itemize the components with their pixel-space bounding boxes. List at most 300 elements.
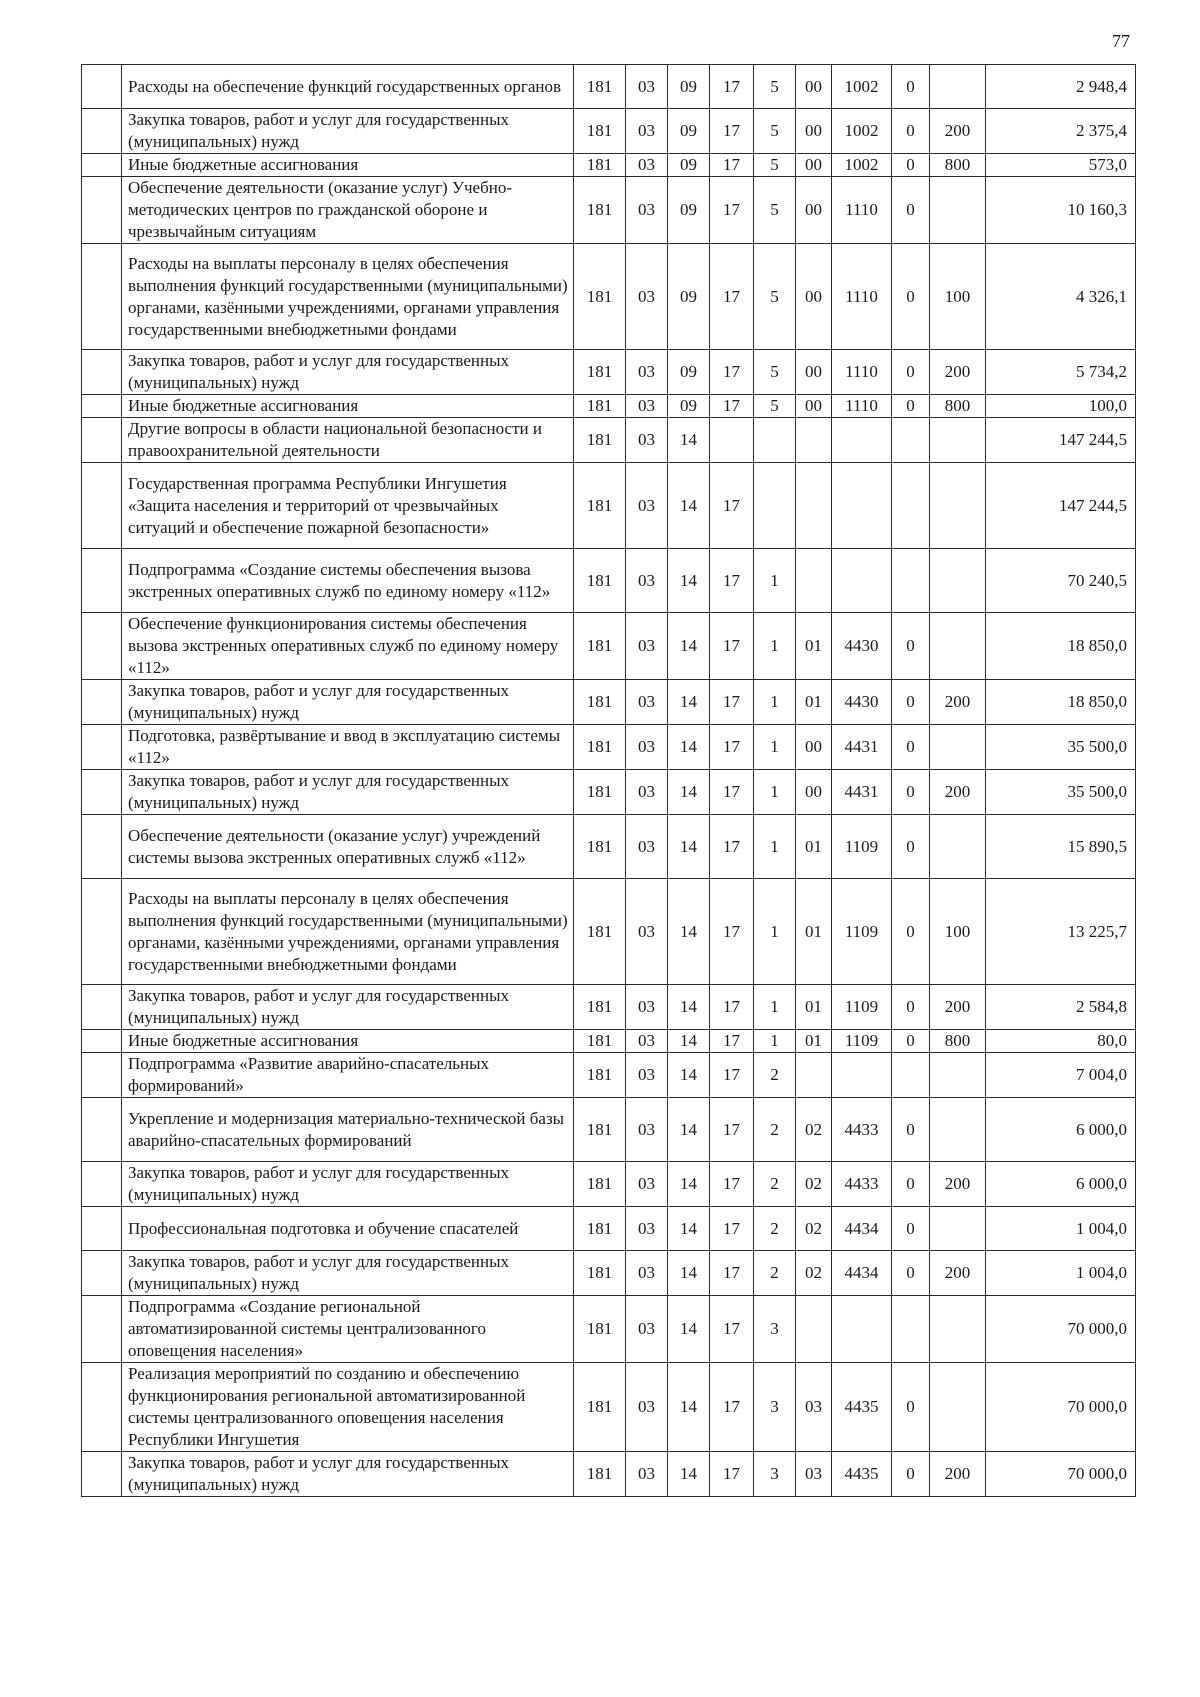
table-row — [82, 1207, 1136, 1251]
code-direction: 1109 — [832, 1030, 892, 1053]
code-program: 17 — [710, 65, 754, 109]
code-vr: 200 — [930, 770, 986, 815]
item-name: Расходы на выплаты персоналу в целях обеспечения выполнения функций государственными (муниципальными) органами, казёнными учреждениями, органами управления государственными внебюджетными фондами — [122, 879, 574, 985]
code-subprogram: 3 — [754, 1363, 796, 1452]
table-row — [82, 1030, 1136, 1053]
row-number-cell — [82, 1207, 122, 1251]
code-subprogram: 2 — [754, 1162, 796, 1207]
code-section: 03 — [626, 985, 668, 1030]
code-direction: 1110 — [832, 350, 892, 395]
row-number-cell — [82, 879, 122, 985]
row-number-cell — [82, 65, 122, 109]
code-vr — [930, 1207, 986, 1251]
code-sub: 0 — [892, 879, 930, 985]
row-number-cell — [82, 549, 122, 613]
amount: 70 000,0 — [986, 1452, 1136, 1497]
code-vr — [930, 418, 986, 463]
table-row — [82, 177, 1136, 244]
code-admin: 181 — [574, 1053, 626, 1098]
code-vr: 800 — [930, 154, 986, 177]
code-sub: 0 — [892, 244, 930, 350]
code-direction: 1002 — [832, 154, 892, 177]
code-admin: 181 — [574, 680, 626, 725]
code-subprogram: 5 — [754, 177, 796, 244]
code-vr: 200 — [930, 109, 986, 154]
item-name: Другие вопросы в области национальной безопасности и правоохранительной деятельности — [122, 418, 574, 463]
code-event: 01 — [796, 815, 832, 879]
code-subprogram: 5 — [754, 109, 796, 154]
code-subsection: 09 — [668, 244, 710, 350]
code-event: 02 — [796, 1207, 832, 1251]
code-direction: 4433 — [832, 1098, 892, 1162]
code-direction: 4435 — [832, 1452, 892, 1497]
code-subsection: 14 — [668, 1162, 710, 1207]
code-event — [796, 1053, 832, 1098]
code-event: 03 — [796, 1363, 832, 1452]
code-subsection: 14 — [668, 418, 710, 463]
code-program: 17 — [710, 815, 754, 879]
code-vr — [930, 1296, 986, 1363]
item-name: Закупка товаров, работ и услуг для государственных (муниципальных) нужд — [122, 770, 574, 815]
code-subprogram: 2 — [754, 1251, 796, 1296]
code-subsection: 14 — [668, 1363, 710, 1452]
code-sub: 0 — [892, 1098, 930, 1162]
code-admin: 181 — [574, 1098, 626, 1162]
code-program: 17 — [710, 770, 754, 815]
code-subprogram: 5 — [754, 65, 796, 109]
code-subsection: 14 — [668, 1452, 710, 1497]
code-event: 00 — [796, 154, 832, 177]
code-event: 02 — [796, 1162, 832, 1207]
item-name: Иные бюджетные ассигнования — [122, 154, 574, 177]
row-number-cell — [82, 395, 122, 418]
code-admin: 181 — [574, 177, 626, 244]
code-direction: 4431 — [832, 770, 892, 815]
code-event: 01 — [796, 1030, 832, 1053]
code-section: 03 — [626, 1251, 668, 1296]
code-subsection: 14 — [668, 770, 710, 815]
table-row — [82, 985, 1136, 1030]
amount: 1 004,0 — [986, 1207, 1136, 1251]
code-subsection: 14 — [668, 879, 710, 985]
code-program: 17 — [710, 613, 754, 680]
table-row — [82, 879, 1136, 985]
code-sub: 0 — [892, 680, 930, 725]
code-vr: 200 — [930, 350, 986, 395]
code-sub: 0 — [892, 65, 930, 109]
code-program — [710, 418, 754, 463]
code-program: 17 — [710, 395, 754, 418]
code-program: 17 — [710, 680, 754, 725]
code-program: 17 — [710, 109, 754, 154]
code-section: 03 — [626, 65, 668, 109]
code-sub — [892, 1053, 930, 1098]
row-number-cell — [82, 985, 122, 1030]
item-name: Подпрограмма «Создание региональной автоматизированной системы централизованного оповещения населения» — [122, 1296, 574, 1363]
code-direction: 4430 — [832, 613, 892, 680]
amount: 2 375,4 — [986, 109, 1136, 154]
code-event: 00 — [796, 350, 832, 395]
code-subsection: 14 — [668, 985, 710, 1030]
row-number-cell — [82, 109, 122, 154]
code-section: 03 — [626, 879, 668, 985]
code-vr — [930, 613, 986, 680]
item-name: Иные бюджетные ассигнования — [122, 395, 574, 418]
code-subprogram: 2 — [754, 1207, 796, 1251]
row-number-cell — [82, 350, 122, 395]
item-name: Укрепление и модернизация материально-технической базы аварийно-спасательных формирований — [122, 1098, 574, 1162]
row-number-cell — [82, 463, 122, 549]
code-subprogram: 1 — [754, 1030, 796, 1053]
table-row — [82, 549, 1136, 613]
code-subprogram: 1 — [754, 549, 796, 613]
table-row — [82, 1251, 1136, 1296]
code-program: 17 — [710, 725, 754, 770]
code-vr — [930, 177, 986, 244]
code-direction: 1109 — [832, 985, 892, 1030]
amount: 70 000,0 — [986, 1296, 1136, 1363]
code-direction: 1109 — [832, 879, 892, 985]
code-admin: 181 — [574, 985, 626, 1030]
code-subprogram: 1 — [754, 879, 796, 985]
code-subsection: 14 — [668, 1207, 710, 1251]
code-subsection: 09 — [668, 65, 710, 109]
code-subsection: 09 — [668, 350, 710, 395]
code-direction: 1002 — [832, 65, 892, 109]
table-row — [82, 1452, 1136, 1497]
code-vr — [930, 1363, 986, 1452]
code-section: 03 — [626, 244, 668, 350]
item-name: Закупка товаров, работ и услуг для государственных (муниципальных) нужд — [122, 1162, 574, 1207]
code-vr — [930, 815, 986, 879]
row-number-cell — [82, 1053, 122, 1098]
amount: 2 948,4 — [986, 65, 1136, 109]
code-section: 03 — [626, 770, 668, 815]
code-program: 17 — [710, 1296, 754, 1363]
amount: 6 000,0 — [986, 1162, 1136, 1207]
code-subsection: 14 — [668, 549, 710, 613]
code-subsection: 14 — [668, 463, 710, 549]
code-event: 00 — [796, 395, 832, 418]
code-admin: 181 — [574, 154, 626, 177]
amount: 5 734,2 — [986, 350, 1136, 395]
code-program: 17 — [710, 1162, 754, 1207]
amount: 18 850,0 — [986, 613, 1136, 680]
code-program: 17 — [710, 879, 754, 985]
code-section: 03 — [626, 418, 668, 463]
code-admin: 181 — [574, 549, 626, 613]
amount: 147 244,5 — [986, 418, 1136, 463]
code-admin: 181 — [574, 815, 626, 879]
code-program: 17 — [710, 1452, 754, 1497]
budget-table — [81, 64, 1136, 1497]
item-name: Обеспечение деятельности (оказание услуг) Учебно-методических центров по гражданской обороне и чрезвычайным ситуациям — [122, 177, 574, 244]
code-direction: 4433 — [832, 1162, 892, 1207]
table-row — [82, 815, 1136, 879]
code-vr: 800 — [930, 1030, 986, 1053]
code-vr: 200 — [930, 985, 986, 1030]
code-program: 17 — [710, 985, 754, 1030]
item-name: Государственная программа Республики Ингушетия «Защита населения и территорий от чрезвычайных ситуаций и обеспечение пожарной безопасности» — [122, 463, 574, 549]
code-subprogram: 1 — [754, 770, 796, 815]
code-section: 03 — [626, 1162, 668, 1207]
code-section: 03 — [626, 613, 668, 680]
code-sub: 0 — [892, 395, 930, 418]
code-subsection: 14 — [668, 1251, 710, 1296]
code-vr — [930, 549, 986, 613]
code-subsection: 14 — [668, 613, 710, 680]
code-direction — [832, 549, 892, 613]
code-program: 17 — [710, 350, 754, 395]
code-event: 01 — [796, 879, 832, 985]
amount: 10 160,3 — [986, 177, 1136, 244]
table-row — [82, 680, 1136, 725]
code-program: 17 — [710, 1030, 754, 1053]
row-number-cell — [82, 1452, 122, 1497]
code-section: 03 — [626, 815, 668, 879]
table-row — [82, 1162, 1136, 1207]
code-sub: 0 — [892, 1207, 930, 1251]
code-sub: 0 — [892, 350, 930, 395]
code-vr: 200 — [930, 1251, 986, 1296]
code-subprogram: 2 — [754, 1053, 796, 1098]
amount: 147 244,5 — [986, 463, 1136, 549]
row-number-cell — [82, 418, 122, 463]
code-direction: 1002 — [832, 109, 892, 154]
table-row — [82, 395, 1136, 418]
code-admin: 181 — [574, 1452, 626, 1497]
code-admin: 181 — [574, 770, 626, 815]
code-event — [796, 418, 832, 463]
code-vr — [930, 1053, 986, 1098]
code-subsection: 09 — [668, 109, 710, 154]
code-vr — [930, 463, 986, 549]
code-admin: 181 — [574, 1251, 626, 1296]
code-section: 03 — [626, 1363, 668, 1452]
code-event — [796, 1296, 832, 1363]
item-name: Подпрограмма «Развитие аварийно-спасательных формирований» — [122, 1053, 574, 1098]
code-subsection: 09 — [668, 177, 710, 244]
item-name: Профессиональная подготовка и обучение спасателей — [122, 1207, 574, 1251]
code-admin: 181 — [574, 65, 626, 109]
code-event: 00 — [796, 725, 832, 770]
code-direction: 1110 — [832, 395, 892, 418]
table-row — [82, 65, 1136, 109]
item-name: Расходы на выплаты персоналу в целях обеспечения выполнения функций государственными (муниципальными) органами, казёнными учреждениями, органами управления государственными внебюджетными фондами — [122, 244, 574, 350]
code-sub — [892, 549, 930, 613]
amount: 70 240,5 — [986, 549, 1136, 613]
code-sub: 0 — [892, 770, 930, 815]
code-admin: 181 — [574, 244, 626, 350]
code-subprogram: 1 — [754, 725, 796, 770]
table-body — [82, 65, 1136, 1497]
code-subprogram: 2 — [754, 1098, 796, 1162]
amount: 4 326,1 — [986, 244, 1136, 350]
item-name: Иные бюджетные ассигнования — [122, 1030, 574, 1053]
code-subprogram: 3 — [754, 1452, 796, 1497]
code-sub: 0 — [892, 725, 930, 770]
code-sub: 0 — [892, 815, 930, 879]
code-subprogram: 5 — [754, 350, 796, 395]
code-subprogram — [754, 463, 796, 549]
amount: 2 584,8 — [986, 985, 1136, 1030]
table-row — [82, 463, 1136, 549]
code-direction: 1110 — [832, 177, 892, 244]
amount: 80,0 — [986, 1030, 1136, 1053]
code-program: 17 — [710, 1363, 754, 1452]
code-vr: 100 — [930, 244, 986, 350]
row-number-cell — [82, 154, 122, 177]
amount: 100,0 — [986, 395, 1136, 418]
amount: 6 000,0 — [986, 1098, 1136, 1162]
code-vr: 200 — [930, 1452, 986, 1497]
row-number-cell — [82, 1251, 122, 1296]
code-event: 00 — [796, 109, 832, 154]
code-section: 03 — [626, 1053, 668, 1098]
row-number-cell — [82, 1030, 122, 1053]
table-row — [82, 154, 1136, 177]
code-direction: 1110 — [832, 244, 892, 350]
amount: 35 500,0 — [986, 725, 1136, 770]
table-row — [82, 350, 1136, 395]
code-event: 02 — [796, 1098, 832, 1162]
code-admin: 181 — [574, 725, 626, 770]
code-subsection: 14 — [668, 680, 710, 725]
code-sub: 0 — [892, 1162, 930, 1207]
item-name: Обеспечение функционирования системы обеспечения вызова экстренных оперативных служб по единому номеру «112» — [122, 613, 574, 680]
code-admin: 181 — [574, 395, 626, 418]
table-row — [82, 109, 1136, 154]
code-event — [796, 549, 832, 613]
code-admin: 181 — [574, 418, 626, 463]
code-section: 03 — [626, 1030, 668, 1053]
code-admin: 181 — [574, 1296, 626, 1363]
amount: 18 850,0 — [986, 680, 1136, 725]
code-vr — [930, 725, 986, 770]
code-sub — [892, 463, 930, 549]
row-number-cell — [82, 244, 122, 350]
code-event: 02 — [796, 1251, 832, 1296]
code-program: 17 — [710, 1207, 754, 1251]
table-row — [82, 418, 1136, 463]
page-number: 77 — [1112, 31, 1130, 51]
code-subsection: 14 — [668, 1098, 710, 1162]
row-number-cell — [82, 1296, 122, 1363]
table-row — [82, 1296, 1136, 1363]
code-sub: 0 — [892, 1251, 930, 1296]
code-sub: 0 — [892, 1030, 930, 1053]
code-event: 00 — [796, 177, 832, 244]
code-subprogram: 1 — [754, 613, 796, 680]
code-sub: 0 — [892, 1363, 930, 1452]
code-sub: 0 — [892, 154, 930, 177]
code-subsection: 14 — [668, 1053, 710, 1098]
code-direction: 4434 — [832, 1251, 892, 1296]
row-number-cell — [82, 613, 122, 680]
code-section: 03 — [626, 395, 668, 418]
code-sub: 0 — [892, 109, 930, 154]
code-program: 17 — [710, 154, 754, 177]
code-section: 03 — [626, 177, 668, 244]
code-program: 17 — [710, 1053, 754, 1098]
item-name: Закупка товаров, работ и услуг для государственных (муниципальных) нужд — [122, 985, 574, 1030]
code-program: 17 — [710, 177, 754, 244]
code-direction: 4435 — [832, 1363, 892, 1452]
item-name: Обеспечение деятельности (оказание услуг) учреждений системы вызова экстренных оперативных служб «112» — [122, 815, 574, 879]
row-number-cell — [82, 1098, 122, 1162]
code-subsection: 14 — [668, 1030, 710, 1053]
amount: 7 004,0 — [986, 1053, 1136, 1098]
code-subprogram: 3 — [754, 1296, 796, 1363]
code-admin: 181 — [574, 463, 626, 549]
code-section: 03 — [626, 549, 668, 613]
code-direction: 4434 — [832, 1207, 892, 1251]
item-name: Закупка товаров, работ и услуг для государственных (муниципальных) нужд — [122, 1251, 574, 1296]
code-subsection: 09 — [668, 154, 710, 177]
code-sub — [892, 418, 930, 463]
code-vr — [930, 65, 986, 109]
code-program: 17 — [710, 463, 754, 549]
code-event: 00 — [796, 65, 832, 109]
code-event: 01 — [796, 680, 832, 725]
item-name: Закупка товаров, работ и услуг для государственных (муниципальных) нужд — [122, 1452, 574, 1497]
amount: 13 225,7 — [986, 879, 1136, 985]
row-number-cell — [82, 1363, 122, 1452]
row-number-cell — [82, 725, 122, 770]
code-event: 00 — [796, 244, 832, 350]
item-name: Подпрограмма «Создание системы обеспечения вызова экстренных оперативных служб по единому номеру «112» — [122, 549, 574, 613]
code-subsection: 14 — [668, 1296, 710, 1363]
code-event: 03 — [796, 1452, 832, 1497]
code-direction — [832, 463, 892, 549]
code-program: 17 — [710, 1098, 754, 1162]
code-event: 01 — [796, 985, 832, 1030]
code-subprogram: 1 — [754, 680, 796, 725]
code-subprogram: 5 — [754, 244, 796, 350]
code-section: 03 — [626, 1098, 668, 1162]
code-direction — [832, 418, 892, 463]
code-sub: 0 — [892, 1452, 930, 1497]
table-row — [82, 770, 1136, 815]
code-vr: 200 — [930, 680, 986, 725]
code-direction — [832, 1296, 892, 1363]
code-program: 17 — [710, 1251, 754, 1296]
code-sub: 0 — [892, 613, 930, 680]
code-admin: 181 — [574, 879, 626, 985]
code-section: 03 — [626, 350, 668, 395]
item-name: Подготовка, развёртывание и ввод в эксплуатацию системы «112» — [122, 725, 574, 770]
code-sub: 0 — [892, 177, 930, 244]
code-program: 17 — [710, 549, 754, 613]
row-number-cell — [82, 815, 122, 879]
code-subprogram: 5 — [754, 395, 796, 418]
code-vr: 200 — [930, 1162, 986, 1207]
code-direction: 1109 — [832, 815, 892, 879]
table-row — [82, 725, 1136, 770]
amount: 35 500,0 — [986, 770, 1136, 815]
code-section: 03 — [626, 1207, 668, 1251]
code-admin: 181 — [574, 1207, 626, 1251]
code-subprogram: 5 — [754, 154, 796, 177]
code-admin: 181 — [574, 1162, 626, 1207]
code-admin: 181 — [574, 613, 626, 680]
item-name: Расходы на обеспечение функций государственных органов — [122, 65, 574, 109]
amount: 15 890,5 — [986, 815, 1136, 879]
code-section: 03 — [626, 1452, 668, 1497]
code-section: 03 — [626, 725, 668, 770]
item-name: Закупка товаров, работ и услуг для государственных (муниципальных) нужд — [122, 109, 574, 154]
table-row — [82, 1053, 1136, 1098]
